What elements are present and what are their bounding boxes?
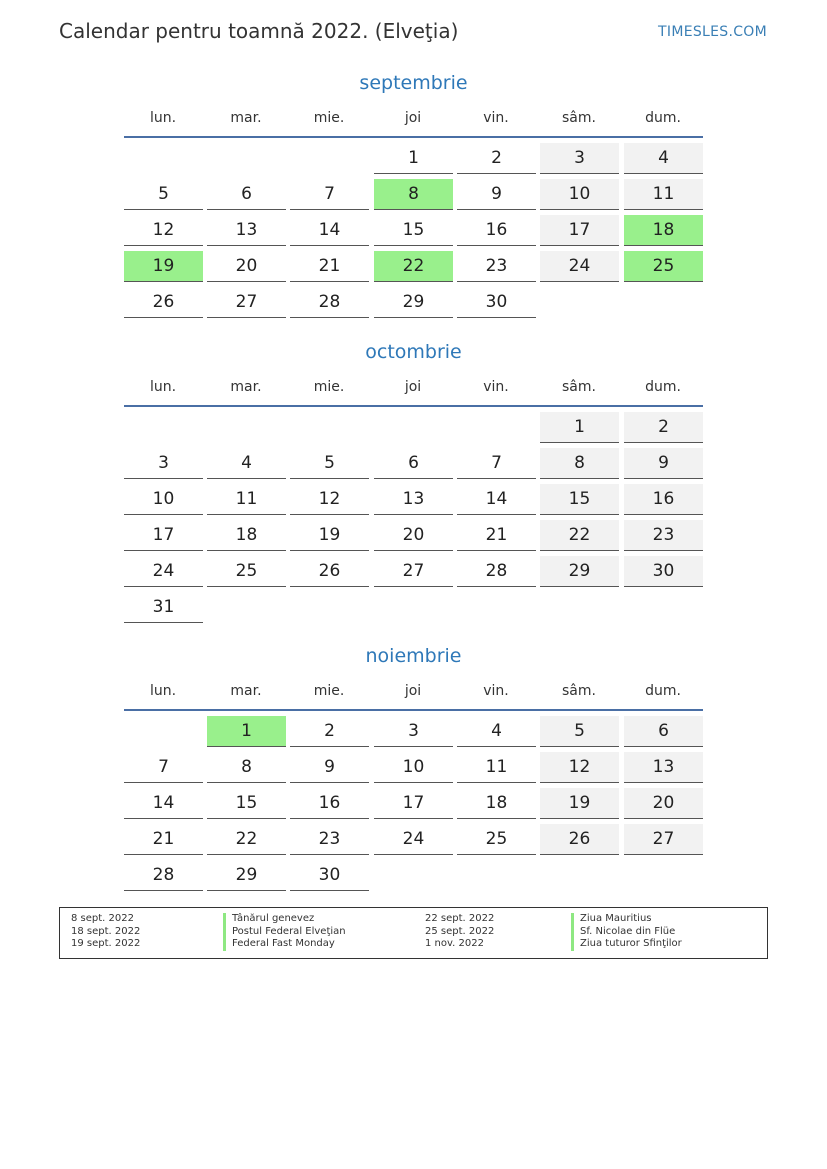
day-cell: 5 [124,179,203,210]
day-cell: 29 [374,287,453,318]
day-cell: 4 [457,716,536,747]
header-rule [124,709,703,711]
day-cell: 29 [540,556,619,587]
weekday-label: sâm. [562,683,596,699]
day-cell: 19 [290,520,369,551]
day-cell: 29 [207,860,286,891]
legend-name: Ziua tuturor Sfinţilor [571,938,682,951]
day-cell: 26 [290,556,369,587]
day-cell: 21 [290,251,369,282]
legend-date: 25 sept. 2022 [425,925,495,937]
month-octombrie [124,339,703,628]
day-cell-holiday: 22 [374,251,453,282]
day-cell: 26 [540,824,619,855]
legend-date: 1 nov. 2022 [425,938,484,950]
day-cell: 3 [124,448,203,479]
day-cell: 30 [457,287,536,318]
day-cell: 13 [207,215,286,246]
weekday-label: mie. [313,683,345,699]
weekday-header [124,106,703,132]
weekday-label: dum. [645,110,681,126]
day-cell: 22 [540,520,619,551]
day-cell: 20 [624,788,703,819]
day-cell: 30 [624,556,703,587]
day-cell: 1 [540,412,619,443]
day-cell: 23 [457,251,536,282]
day-cell: 16 [457,215,536,246]
day-cell: 18 [207,520,286,551]
weekday-label: vin. [483,379,509,395]
day-cell: 9 [624,448,703,479]
month-title: septembrie [359,72,468,94]
day-cell: 11 [457,752,536,783]
day-cell: 16 [624,484,703,515]
day-cell: 25 [207,556,286,587]
day-cell: 8 [540,448,619,479]
day-cell-holiday: 18 [624,215,703,246]
weekday-label: joi [404,379,422,395]
day-cell: 5 [290,448,369,479]
month-title: noiembrie [365,645,462,667]
day-cell: 5 [540,716,619,747]
day-grid [124,412,703,628]
day-cell: 3 [374,716,453,747]
weekday-label: mie. [313,379,345,395]
day-cell: 10 [374,752,453,783]
holiday-legend [59,907,768,959]
legend-name: Postul Federal Elveţian [223,926,346,939]
day-cell: 7 [124,752,203,783]
day-cell: 27 [374,556,453,587]
day-cell: 14 [124,788,203,819]
weekday-header [124,375,703,401]
day-cell: 20 [207,251,286,282]
weekday-label: sâm. [562,110,596,126]
weekday-label: lun. [149,110,177,126]
weekday-label: joi [404,683,422,699]
day-cell: 30 [290,860,369,891]
day-cell: 13 [624,752,703,783]
legend-date: 19 sept. 2022 [71,938,141,950]
legend-date: 22 sept. 2022 [425,913,495,924]
weekday-label: joi [404,110,422,126]
day-cell: 10 [540,179,619,210]
day-cell: 22 [207,824,286,855]
day-cell: 23 [624,520,703,551]
day-cell: 23 [290,824,369,855]
day-grid [124,143,703,323]
day-cell: 28 [290,287,369,318]
legend-dates-col-1 [71,913,140,951]
day-cell: 15 [540,484,619,515]
month-noiembrie [124,643,703,896]
day-cell: 2 [290,716,369,747]
legend-date: 8 sept. 2022 [71,913,134,924]
day-cell: 18 [457,788,536,819]
day-cell: 14 [290,215,369,246]
day-cell: 17 [540,215,619,246]
day-cell: 11 [624,179,703,210]
day-cell: 21 [124,824,203,855]
day-cell: 24 [540,251,619,282]
day-cell: 28 [124,860,203,891]
day-cell-holiday: 8 [374,179,453,210]
day-cell-holiday: 25 [624,251,703,282]
day-cell: 16 [290,788,369,819]
day-cell: 27 [207,287,286,318]
day-cell: 2 [457,143,536,174]
weekday-label: vin. [483,683,509,699]
legend-name: Sf. Nicolae din Flüe [571,926,682,939]
day-cell: 15 [207,788,286,819]
day-cell: 3 [540,143,619,174]
legend-name: Ziua Mauritius [571,913,682,926]
weekday-label: lun. [149,379,177,395]
legend-dates-col-2 [425,913,494,951]
day-cell: 8 [207,752,286,783]
site-link[interactable]: TIMESLES.COM [658,24,767,40]
day-cell: 21 [457,520,536,551]
weekday-label: dum. [645,683,681,699]
weekday-header [124,679,703,705]
weekday-label: mar. [230,683,262,699]
legend-date: 18 sept. 2022 [71,925,141,937]
day-cell: 31 [124,592,203,623]
header-rule [124,136,703,138]
day-cell: 17 [124,520,203,551]
day-cell: 13 [374,484,453,515]
day-cell: 6 [374,448,453,479]
day-cell: 9 [290,752,369,783]
day-cell: 4 [207,448,286,479]
day-cell: 10 [124,484,203,515]
day-cell: 6 [207,179,286,210]
weekday-label: sâm. [562,379,596,395]
day-cell: 17 [374,788,453,819]
day-cell: 12 [540,752,619,783]
legend-names-col-2 [571,913,682,951]
day-cell: 28 [457,556,536,587]
day-cell: 24 [124,556,203,587]
month-title: octombrie [365,341,462,363]
day-cell: 24 [374,824,453,855]
legend-name: Tânărul genevez [223,913,346,926]
header-rule [124,405,703,407]
day-cell: 26 [124,287,203,318]
legend-names-col-1 [223,913,346,951]
day-cell-holiday: 1 [207,716,286,747]
day-cell: 9 [457,179,536,210]
day-cell: 14 [457,484,536,515]
day-cell: 7 [457,448,536,479]
day-cell: 7 [290,179,369,210]
day-cell: 2 [624,412,703,443]
day-cell: 6 [624,716,703,747]
page-title: Calendar pentru toamnă 2022. (Elveţia) [59,19,459,43]
weekday-label: mar. [230,110,262,126]
day-cell: 12 [290,484,369,515]
day-grid [124,716,703,896]
weekday-label: mar. [230,379,262,395]
day-cell: 11 [207,484,286,515]
day-cell: 27 [624,824,703,855]
day-cell: 12 [124,215,203,246]
legend-name: Federal Fast Monday [223,938,346,951]
weekday-label: vin. [483,110,509,126]
day-cell-holiday: 19 [124,251,203,282]
weekday-label: mie. [313,110,345,126]
weekday-label: dum. [645,379,681,395]
day-cell: 4 [624,143,703,174]
day-cell: 25 [457,824,536,855]
month-septembrie [124,70,703,323]
day-cell: 19 [540,788,619,819]
day-cell: 20 [374,520,453,551]
day-cell: 15 [374,215,453,246]
weekday-label: lun. [149,683,177,699]
day-cell: 1 [374,143,453,174]
